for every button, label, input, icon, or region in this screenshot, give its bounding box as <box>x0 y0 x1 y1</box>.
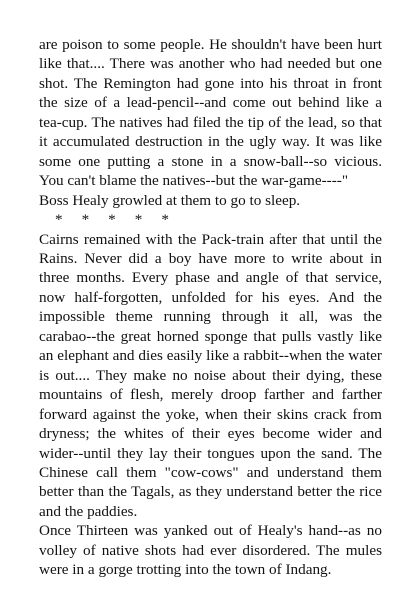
paragraph-3: Cairns remained with the Pack-train after that until the Rains. Never did a boy have more to write about in three months. Every phase and angle of that service, now half-forgotten, unfolded for his eyes. And the impossible theme running through it all, was the carabao--the great horned sponge that pulls vastly like an elephant and dies easily like a rabbit--when the water is out.... They make no noise about their dying, these mountains of flesh, merely droop farther and farther forward against the yoke, when their skins crack from dryness; the whites of their eyes become wider and wider--until they lay their tongues upon the sand. The Chinese call them "cow-cows" and understand them better than the Tagals, as they understand better the rice and the paddies. <box>39 230 382 520</box>
paragraph-2: Boss Healy growled at them to go to sleep. <box>39 191 301 209</box>
section-separator: * * * * * <box>55 211 169 229</box>
paragraph-1: are poison to some people. He shouldn't have been hurt like that.... There was another who had needed but one shot. The Remington had gone into his throat in front the size of a lead-pencil--and come out behind like a tea-cup. The natives had filed the tip of the lead, so that it accumulated destruction in the ugly way. It was like some one putting a stone in a snow-ball--so vicious. You can't blame the natives--but the war-game----" <box>39 36 382 190</box>
book-page <box>39 35 382 580</box>
paragraph-4: Once Thirteen was yanked out of Healy's hand--as no volley of native shots had ever disordered. The mules were in a gorge trotting into the town of Indang. <box>39 522 382 579</box>
